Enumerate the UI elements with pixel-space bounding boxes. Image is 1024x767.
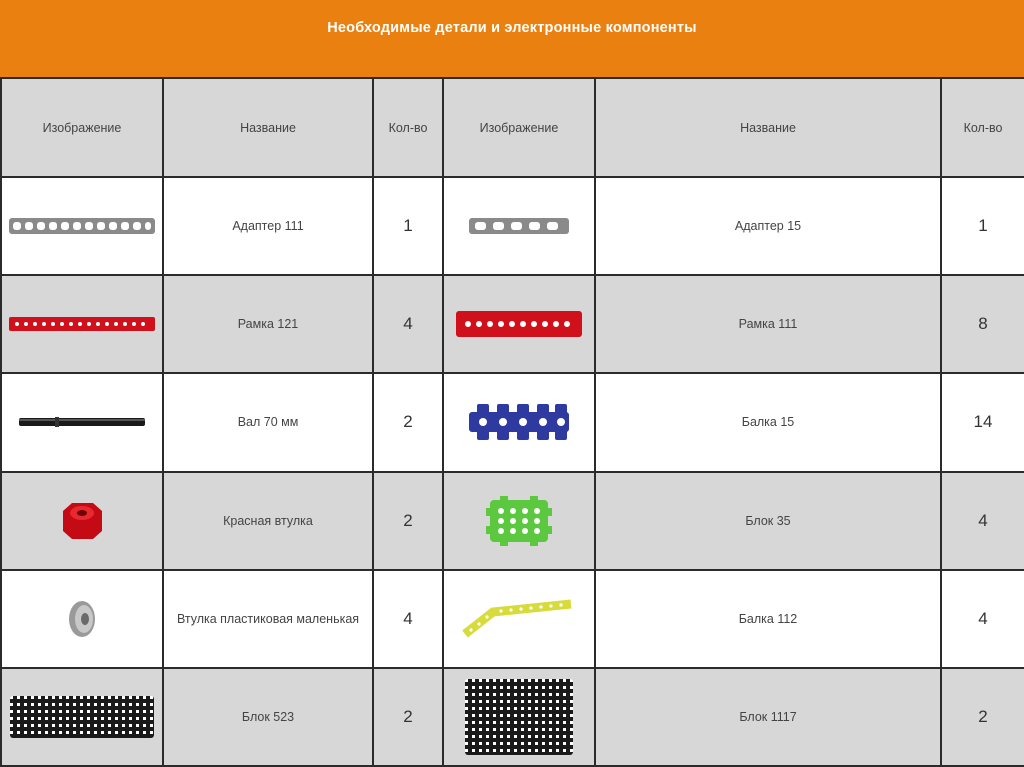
page-title: Необходимые детали и электронные компоненты (327, 20, 697, 36)
image-cell (1, 668, 163, 766)
image-cell (1, 177, 163, 275)
part-qty: 8 (941, 275, 1024, 373)
part-name: Вал 70 мм (163, 373, 373, 471)
part-qty: 4 (941, 472, 1024, 570)
table-row (1, 472, 1024, 570)
header-qty-right: Кол-во (941, 78, 1024, 177)
table-row (1, 177, 1024, 275)
image-cell (1, 472, 163, 570)
shaft-70mm-icon (17, 414, 147, 430)
image-cell (443, 177, 595, 275)
beam-15-icon (467, 400, 571, 444)
table-row (1, 570, 1024, 668)
part-name: Адаптер 15 (595, 177, 941, 275)
part-qty: 1 (941, 177, 1024, 275)
frame-111-icon (454, 309, 584, 339)
image-cell (1, 275, 163, 373)
part-name: Балка 112 (595, 570, 941, 668)
image-cell (443, 373, 595, 471)
part-name: Блок 1117 (595, 668, 941, 766)
part-name: Блок 523 (163, 668, 373, 766)
small-plastic-bushing-icon (62, 597, 102, 641)
header-image-right: Изображение (443, 78, 595, 177)
red-bushing-icon (57, 499, 107, 543)
part-name: Втулка пластиковая маленькая (163, 570, 373, 668)
part-name: Блок 35 (595, 472, 941, 570)
part-qty: 4 (941, 570, 1024, 668)
image-cell (443, 275, 595, 373)
table-header-row (1, 78, 1024, 177)
part-qty: 4 (373, 570, 443, 668)
title-banner (0, 0, 1024, 77)
part-qty: 14 (941, 373, 1024, 471)
part-name: Красная втулка (163, 472, 373, 570)
part-qty: 2 (373, 373, 443, 471)
block-523-icon (8, 694, 156, 740)
image-cell (443, 570, 595, 668)
part-name: Рамка 121 (163, 275, 373, 373)
part-name: Адаптер 111 (163, 177, 373, 275)
image-cell (443, 472, 595, 570)
header-name-right: Название (595, 78, 941, 177)
image-cell (1, 373, 163, 471)
table-row (1, 275, 1024, 373)
part-qty: 4 (373, 275, 443, 373)
header-qty-left: Кол-во (373, 78, 443, 177)
header-image-left: Изображение (1, 78, 163, 177)
table-row (1, 668, 1024, 766)
image-cell (1, 570, 163, 668)
part-qty: 1 (373, 177, 443, 275)
adapter-15-icon (467, 214, 571, 238)
adapter-111-icon (7, 214, 157, 238)
image-cell (443, 668, 595, 766)
block-1117-icon (463, 677, 575, 757)
beam-112-icon (459, 594, 579, 644)
frame-121-icon (7, 314, 157, 334)
parts-table (0, 77, 1024, 767)
header-name-left: Название (163, 78, 373, 177)
part-qty: 2 (373, 668, 443, 766)
table-row (1, 373, 1024, 471)
part-name: Балка 15 (595, 373, 941, 471)
block-35-icon (484, 494, 554, 548)
part-name: Рамка 111 (595, 275, 941, 373)
part-qty: 2 (941, 668, 1024, 766)
part-qty: 2 (373, 472, 443, 570)
